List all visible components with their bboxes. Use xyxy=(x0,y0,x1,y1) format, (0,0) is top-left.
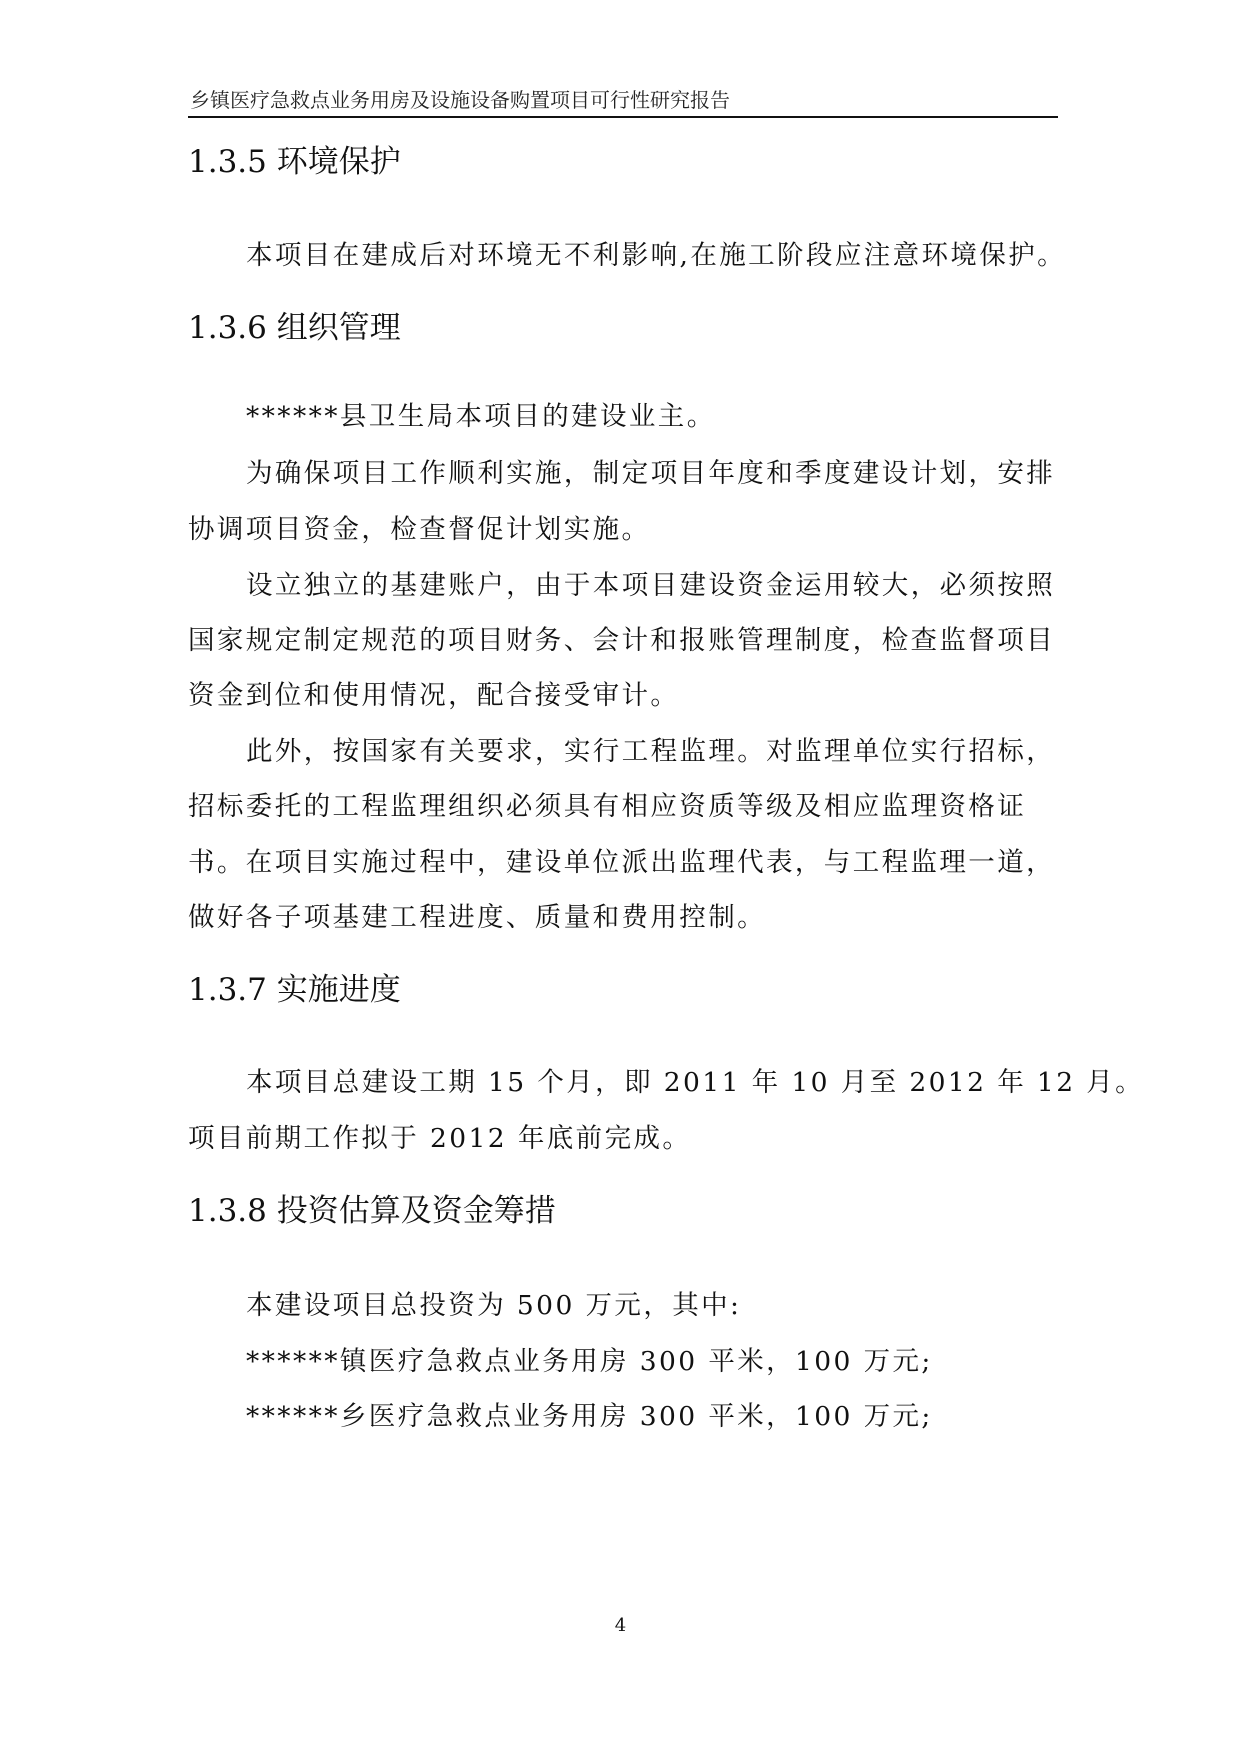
paragraph-line: 项目前期工作拟于 2012 年底前完成。 xyxy=(188,1123,692,1154)
paragraph-line: ******镇医疗急救点业务用房 300 平米，100 万元; xyxy=(246,1346,933,1377)
paragraph-line: 书。在项目实施过程中，建设单位派出监理代表，与工程监理一道， xyxy=(188,847,1055,878)
paragraph-line: 本项目在建成后对环境无不利影响,在施工阶段应注意环境保护。 xyxy=(246,240,1067,271)
section-heading-environment: 1.3.5 环境保护 xyxy=(188,144,401,180)
paragraph-line: 招标委托的工程监理组织必须具有相应资质等级及相应监理资格证 xyxy=(188,791,1027,822)
section-heading-schedule: 1.3.7 实施进度 xyxy=(188,972,401,1008)
section-heading-organization: 1.3.6 组织管理 xyxy=(188,310,401,346)
header-title: 乡镇医疗急救点业务用房及设施设备购置项目可行性研究报告 xyxy=(190,88,730,112)
paragraph-line: 国家规定制定规范的项目财务、会计和报账管理制度，检查监督项目 xyxy=(188,625,1055,656)
paragraph-line: 协调项目资金，检查督促计划实施。 xyxy=(188,514,651,545)
section-heading-investment: 1.3.8 投资估算及资金筹措 xyxy=(188,1193,556,1229)
page-number: 4 xyxy=(614,1615,627,1636)
paragraph-line: 本建设项目总投资为 500 万元，其中: xyxy=(246,1290,742,1321)
paragraph-line: 此外，按国家有关要求，实行工程监理。对监理单位实行招标， xyxy=(246,736,1056,767)
paragraph-line: ******县卫生局本项目的建设业主。 xyxy=(246,401,716,432)
paragraph-line: 资金到位和使用情况，配合接受审计。 xyxy=(188,680,680,711)
paragraph-line: 做好各子项基建工程进度、质量和费用控制。 xyxy=(188,902,766,933)
paragraph-line: 设立独立的基建账户，由于本项目建设资金运用较大，必须按照 xyxy=(246,570,1056,601)
paragraph-line: ******乡医疗急救点业务用房 300 平米，100 万元; xyxy=(246,1401,933,1432)
paragraph-line: 为确保项目工作顺利实施，制定项目年度和季度建设计划，安排 xyxy=(246,458,1056,489)
paragraph-line: 本项目总建设工期 15 个月，即 2011 年 10 月至 2012 年 12 月。 xyxy=(246,1067,1145,1098)
header-divider xyxy=(188,116,1058,118)
